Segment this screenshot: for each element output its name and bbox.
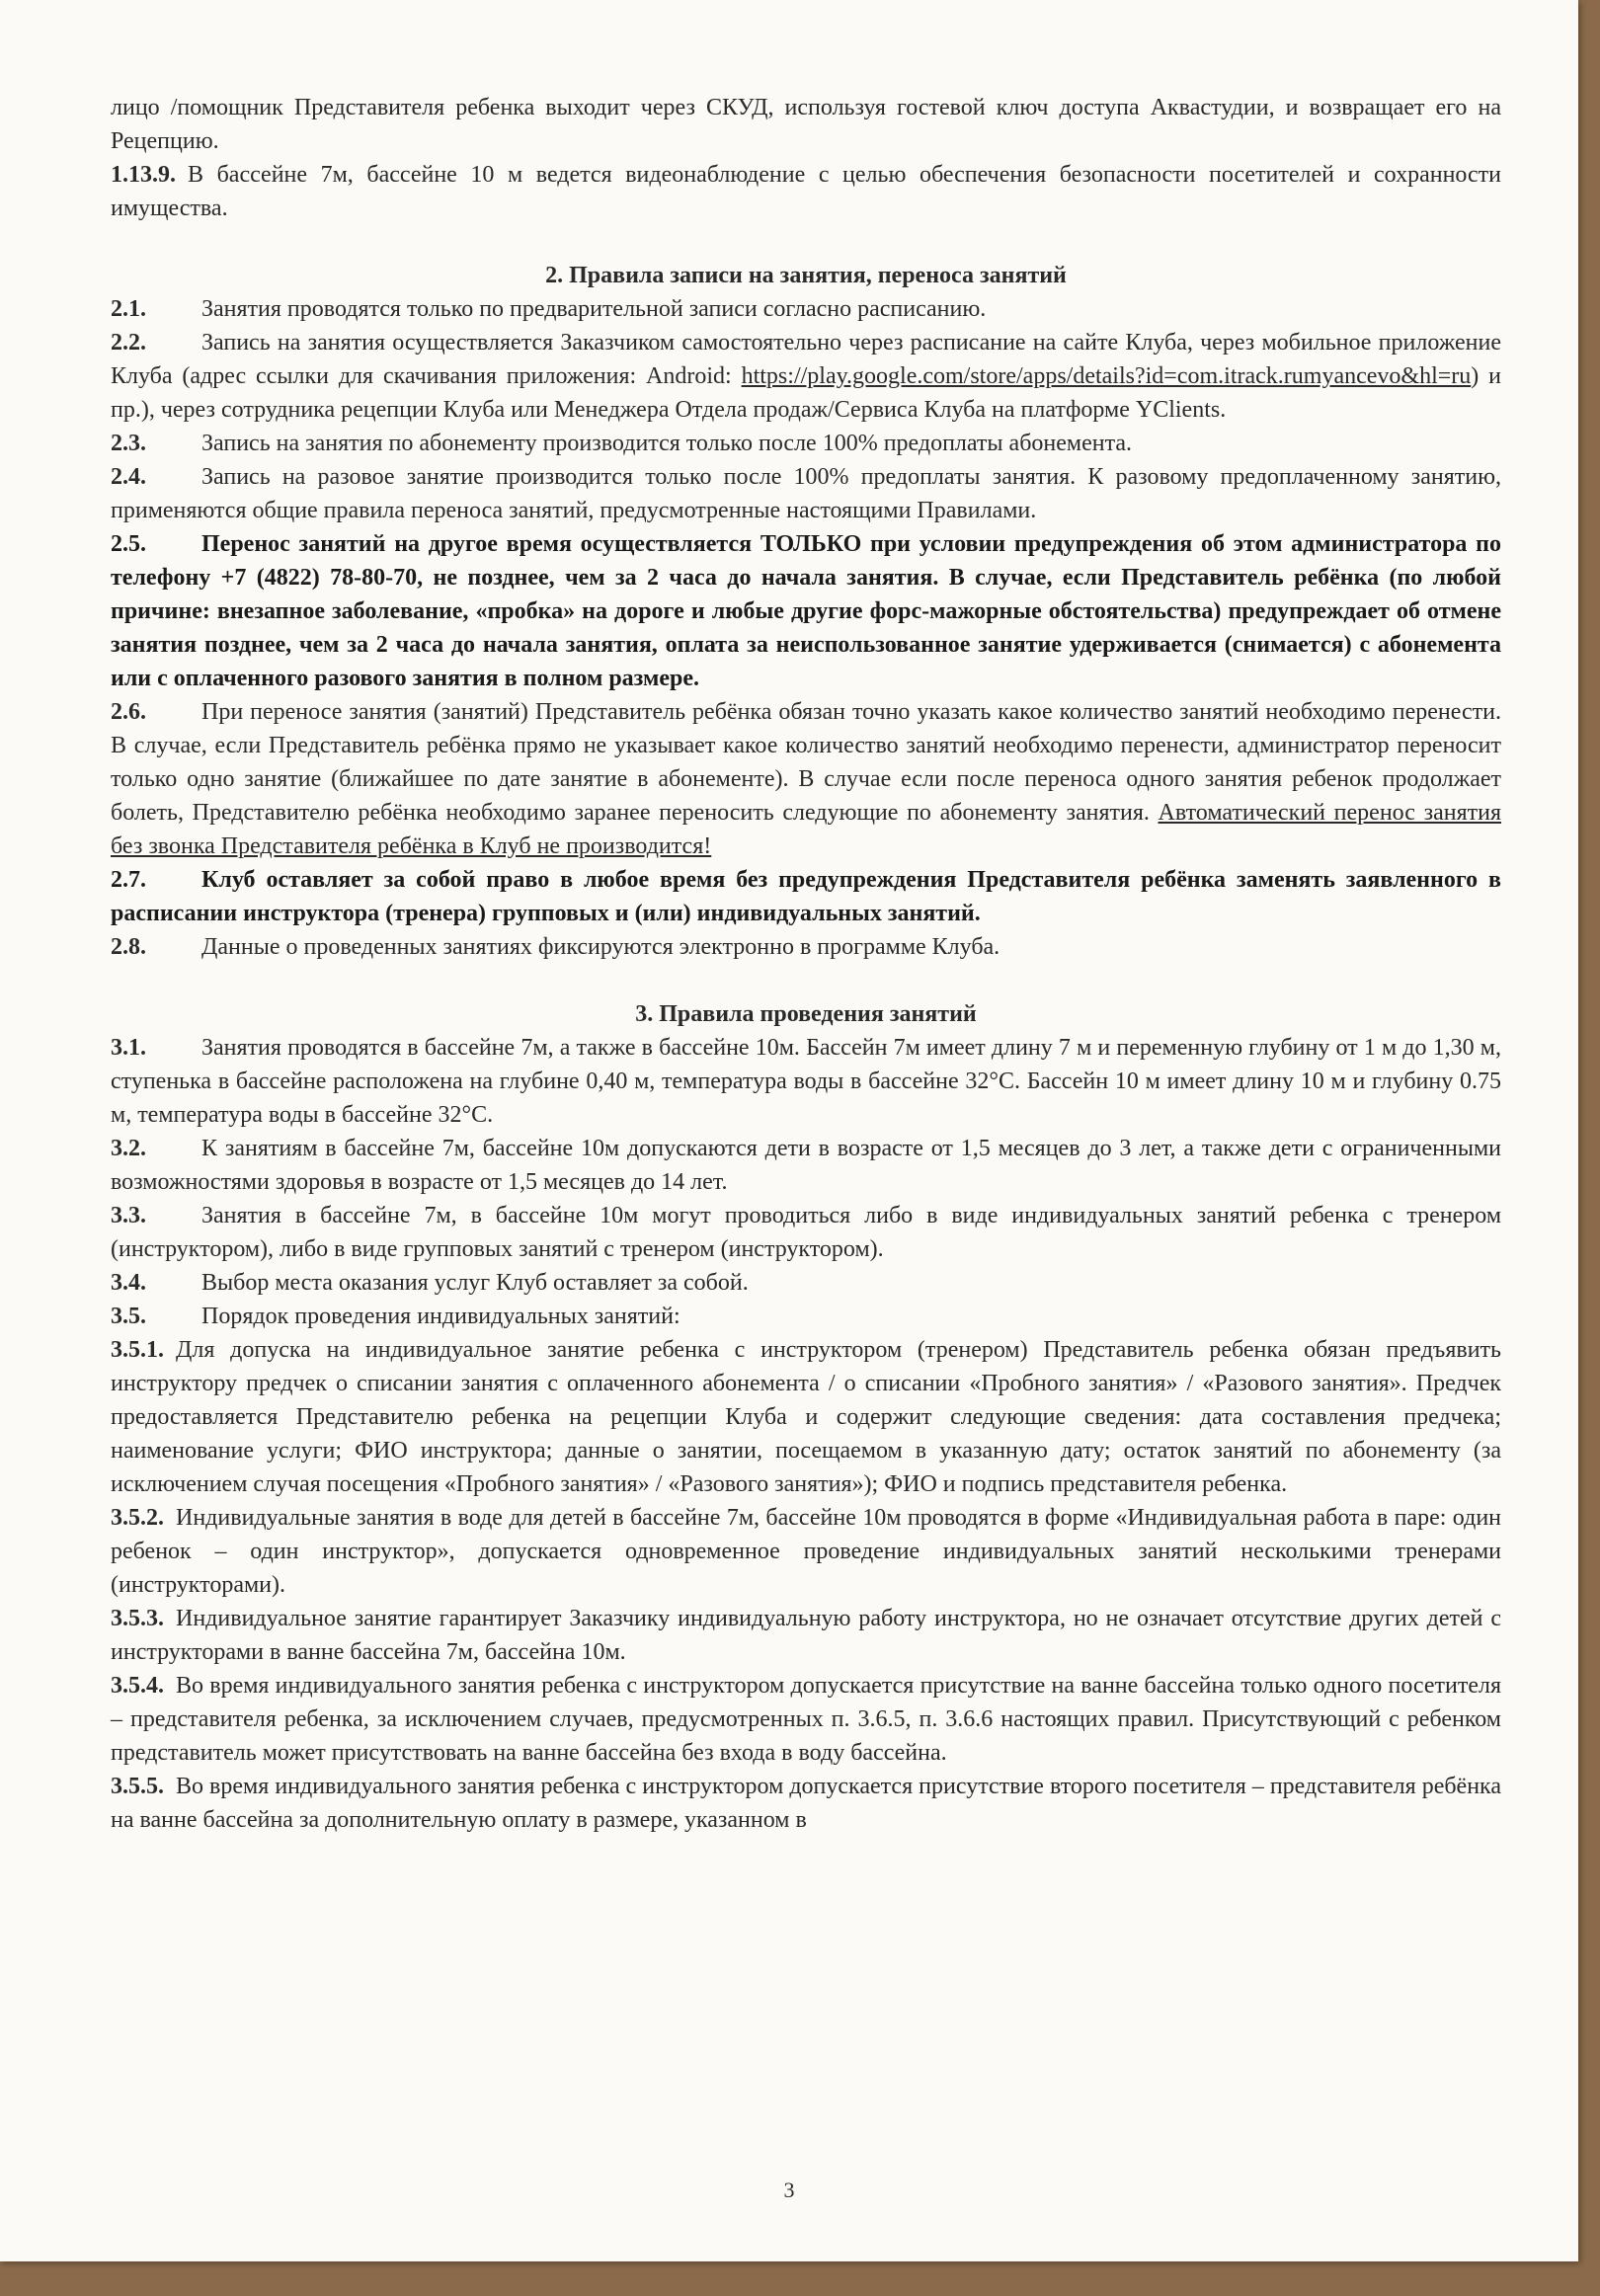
clause-number: 2.7. [111, 867, 146, 893]
app-download-link[interactable]: https://play.google.com/store/apps/details?id=com.itrack.rumyancevo&hl=ru [741, 363, 1472, 389]
auto-transfer-warning: Автоматический перенос занятия без звонка Представителя ребёнка в Клуб не производится! [111, 800, 1501, 859]
clause-number: 2.3. [111, 431, 146, 456]
clause-number: 3.5.3. [111, 1606, 164, 1631]
clause-text: Запись на разовое занятие производится только после 100% предоплаты занятия. К разовому предоплаченному занятию, применяются общие правила переноса занятий, предусмотренные настоящими Правилами. [111, 464, 1501, 523]
clause-3-5-3 [111, 1602, 1501, 1669]
clause-text: Во время индивидуального занятия ребенка с инструктором допускается присутствие на ванне бассейна только одного посетителя – представителя ребенка, за исключением случаев, предусмотренных п. 3.6.5, п. 3.6.6 настоящих правил. Присутствующий с ребенком представитель может присутствовать на ванне бассейна без входа в воду бассейна. [111, 1673, 1501, 1766]
clause-text: Клуб оставляет за собой право в любое время без предупреждения Представителя ребёнка заменять заявленного в расписании инструктора (тренера) групповых и (или) индивидуальных занятий. [111, 867, 1501, 926]
clause-text: Индивидуальные занятия в воде для детей в бассейне 7м, бассейне 10м проводятся в форме «Индивидуальная работа в паре: один ребенок – один инструктор», допускается одновременное проведение индивидуальных занятий несколькими тренерами (инструкторами). [111, 1505, 1501, 1598]
clause-3-5 [111, 1300, 1501, 1333]
clause-3-1 [111, 1031, 1501, 1132]
clause-2-2 [111, 326, 1501, 427]
clause-2-6 [111, 695, 1501, 863]
clause-3-3 [111, 1199, 1501, 1266]
clause-2-5 [111, 527, 1501, 695]
clause-2-1 [111, 292, 1501, 326]
clause-text: Выбор места оказания услуг Клуб оставляет за собой. [201, 1270, 749, 1296]
clause-number: 3.1. [111, 1035, 146, 1061]
clause-number: 2.4. [111, 464, 146, 490]
clause-text: Во время индивидуального занятия ребенка с инструктором допускается присутствие второго посетителя – представителя ребёнка на ванне бассейна за дополнительную оплату в размере, указанном в [111, 1774, 1501, 1833]
clause-text: Занятия в бассейне 7м, в бассейне 10м могут проводиться либо в виде индивидуальных занятий ребенка с тренером (инструктором), либо в виде групповых занятий с тренером (инструктором). [111, 1203, 1501, 1262]
page-number: 3 [783, 2177, 795, 2202]
clause-text: При переносе занятия (занятий) Представитель ребёнка обязан точно указать какое количество занятий необходимо перенести. В случае, если Представитель ребёнка прямо не указывает какое количество занятий необходимо перенести, администратор переносит только одно занятие (ближайшее по дате занятие в абонементе). В случае если после переноса одного занятия ребенок продолжает болеть, Представителю ребёнка необходимо заранее переносить следующие по абонементу занятия. [111, 699, 1501, 826]
clause-2-3 [111, 427, 1501, 460]
clause-number: 2.2. [111, 330, 146, 356]
clause-number: 3.5.2. [111, 1505, 164, 1531]
clause-number: 3.4. [111, 1270, 146, 1296]
clause-text: Данные о проведенных занятиях фиксируются электронно в программе Клуба. [201, 934, 1000, 960]
clause-text: Запись на занятия осуществляется Заказчиком самостоятельно через расписание на сайте Клуба, через мобильное приложение Клуба (адрес ссылки для скачивания приложения: Android: [111, 330, 1501, 389]
section-3-heading: 3. Правила проведения занятий [635, 1001, 977, 1027]
clause-number: 2.5. [111, 531, 146, 557]
clause-number: 3.5.5. [111, 1774, 164, 1799]
clause-text: К занятиям в бассейне 7м, бассейне 10м допускаются дети в возрасте от 1,5 месяцев до 3 лет, а также дети с ограниченными возможностями здоровья в возрасте от 1,5 месяцев до 14 лет. [111, 1136, 1501, 1195]
clause-3-5-4 [111, 1669, 1501, 1770]
document-body [111, 91, 1501, 1837]
clause-text: Индивидуальное занятие гарантирует Заказчику индивидуальную работу инструктора, но не означает отсутствие других детей с инструкторами в ванне бассейна 7м, бассейна 10м. [111, 1606, 1501, 1665]
clause-2-4 [111, 460, 1501, 527]
clause-number: 1.13.9. [111, 162, 176, 188]
clause-number: 3.5. [111, 1304, 146, 1329]
clause-number: 3.5.1. [111, 1337, 164, 1363]
clause-number: 3.2. [111, 1136, 146, 1161]
clause-2-8 [111, 930, 1501, 964]
clause-text: Для допуска на индивидуальное занятие ребенка с инструктором (тренером) Представитель ребенка обязан предъявить инструктору предчек о списании занятия с оплаченного абонемента / о списании «Пробного занятия» / «Разового занятия». Предчек предоставляется Представителю ребенка на рецепции Клуба и содержит следующие сведения: дата составления предчека; наименование услуги; ФИО инструктора; данные о занятии, посещаемом в указанную дату; остаток занятий по абонементу (за исключением случая посещения «Пробного занятия» / «Разового занятия»); ФИО и подпись представителя ребенка. [111, 1337, 1501, 1497]
clause-3-2 [111, 1132, 1501, 1199]
clause-text-continued: ) и пр.), через сотрудника рецепции Клуба или Менеджера Отдела продаж/Сервиса Клуба на платформе YClients. [111, 363, 1501, 423]
clause-3-5-5 [111, 1770, 1501, 1837]
clause-number: 2.1. [111, 296, 146, 322]
clause-1-13-9 [111, 158, 1501, 225]
clause-text: Занятия проводятся в бассейне 7м, а также в бассейне 10м. Бассейн 7м имеет длину 7 м и переменную глубину от 1 м до 1,30 м, ступенька в бассейне расположена на глубине 0,40 м, температура воды в бассейне 32°С. Бассейн 10 м имеет длину 10 м и глубину 0.75 м, температура воды в бассейне 32°С. [111, 1035, 1501, 1128]
clause-text: Порядок проведения индивидуальных занятий: [201, 1304, 680, 1329]
clause-3-5-1 [111, 1333, 1501, 1501]
clause-2-7 [111, 863, 1501, 930]
intro-continuation: лицо /помощник Представителя ребенка выходит через СКУД, используя гостевой ключ доступа Аквастудии, и возвращает его на Рецепцию. [111, 95, 1501, 154]
section-2-heading: 2. Правила записи на занятия, переноса занятий [545, 263, 1067, 288]
clause-3-4 [111, 1266, 1501, 1300]
clause-number: 3.5.4. [111, 1673, 164, 1699]
clause-number: 2.8. [111, 934, 146, 960]
clause-3-5-2 [111, 1501, 1501, 1602]
clause-text: Запись на занятия по абонементу производится только после 100% предоплаты абонемента. [201, 431, 1133, 456]
clause-text: Перенос занятий на другое время осуществляется ТОЛЬКО при условии предупреждения об этом администратора по телефону +7 (4822) 78-80-70, не позднее, чем за 2 часа до начала занятия. В случае, если Представитель ребёнка (по любой причине: внезапное заболевание, «пробка» на дороге и любые другие форс-мажорные обстоятельства) предупреждает об отмене занятия позднее, чем за 2 часа до начала занятия, оплата за неиспользованное занятие удерживается (снимается) с абонемента или с оплаченного разового занятия в полном размере. [111, 531, 1501, 691]
clause-text: Занятия проводятся только по предварительной записи согласно расписанию. [201, 296, 987, 322]
clause-number: 3.3. [111, 1203, 146, 1228]
clause-number: 2.6. [111, 699, 146, 725]
clause-text: В бассейне 7м, бассейне 10 м ведется видеонаблюдение с целью обеспечения безопасности посетителей и сохранности имущества. [111, 162, 1501, 221]
